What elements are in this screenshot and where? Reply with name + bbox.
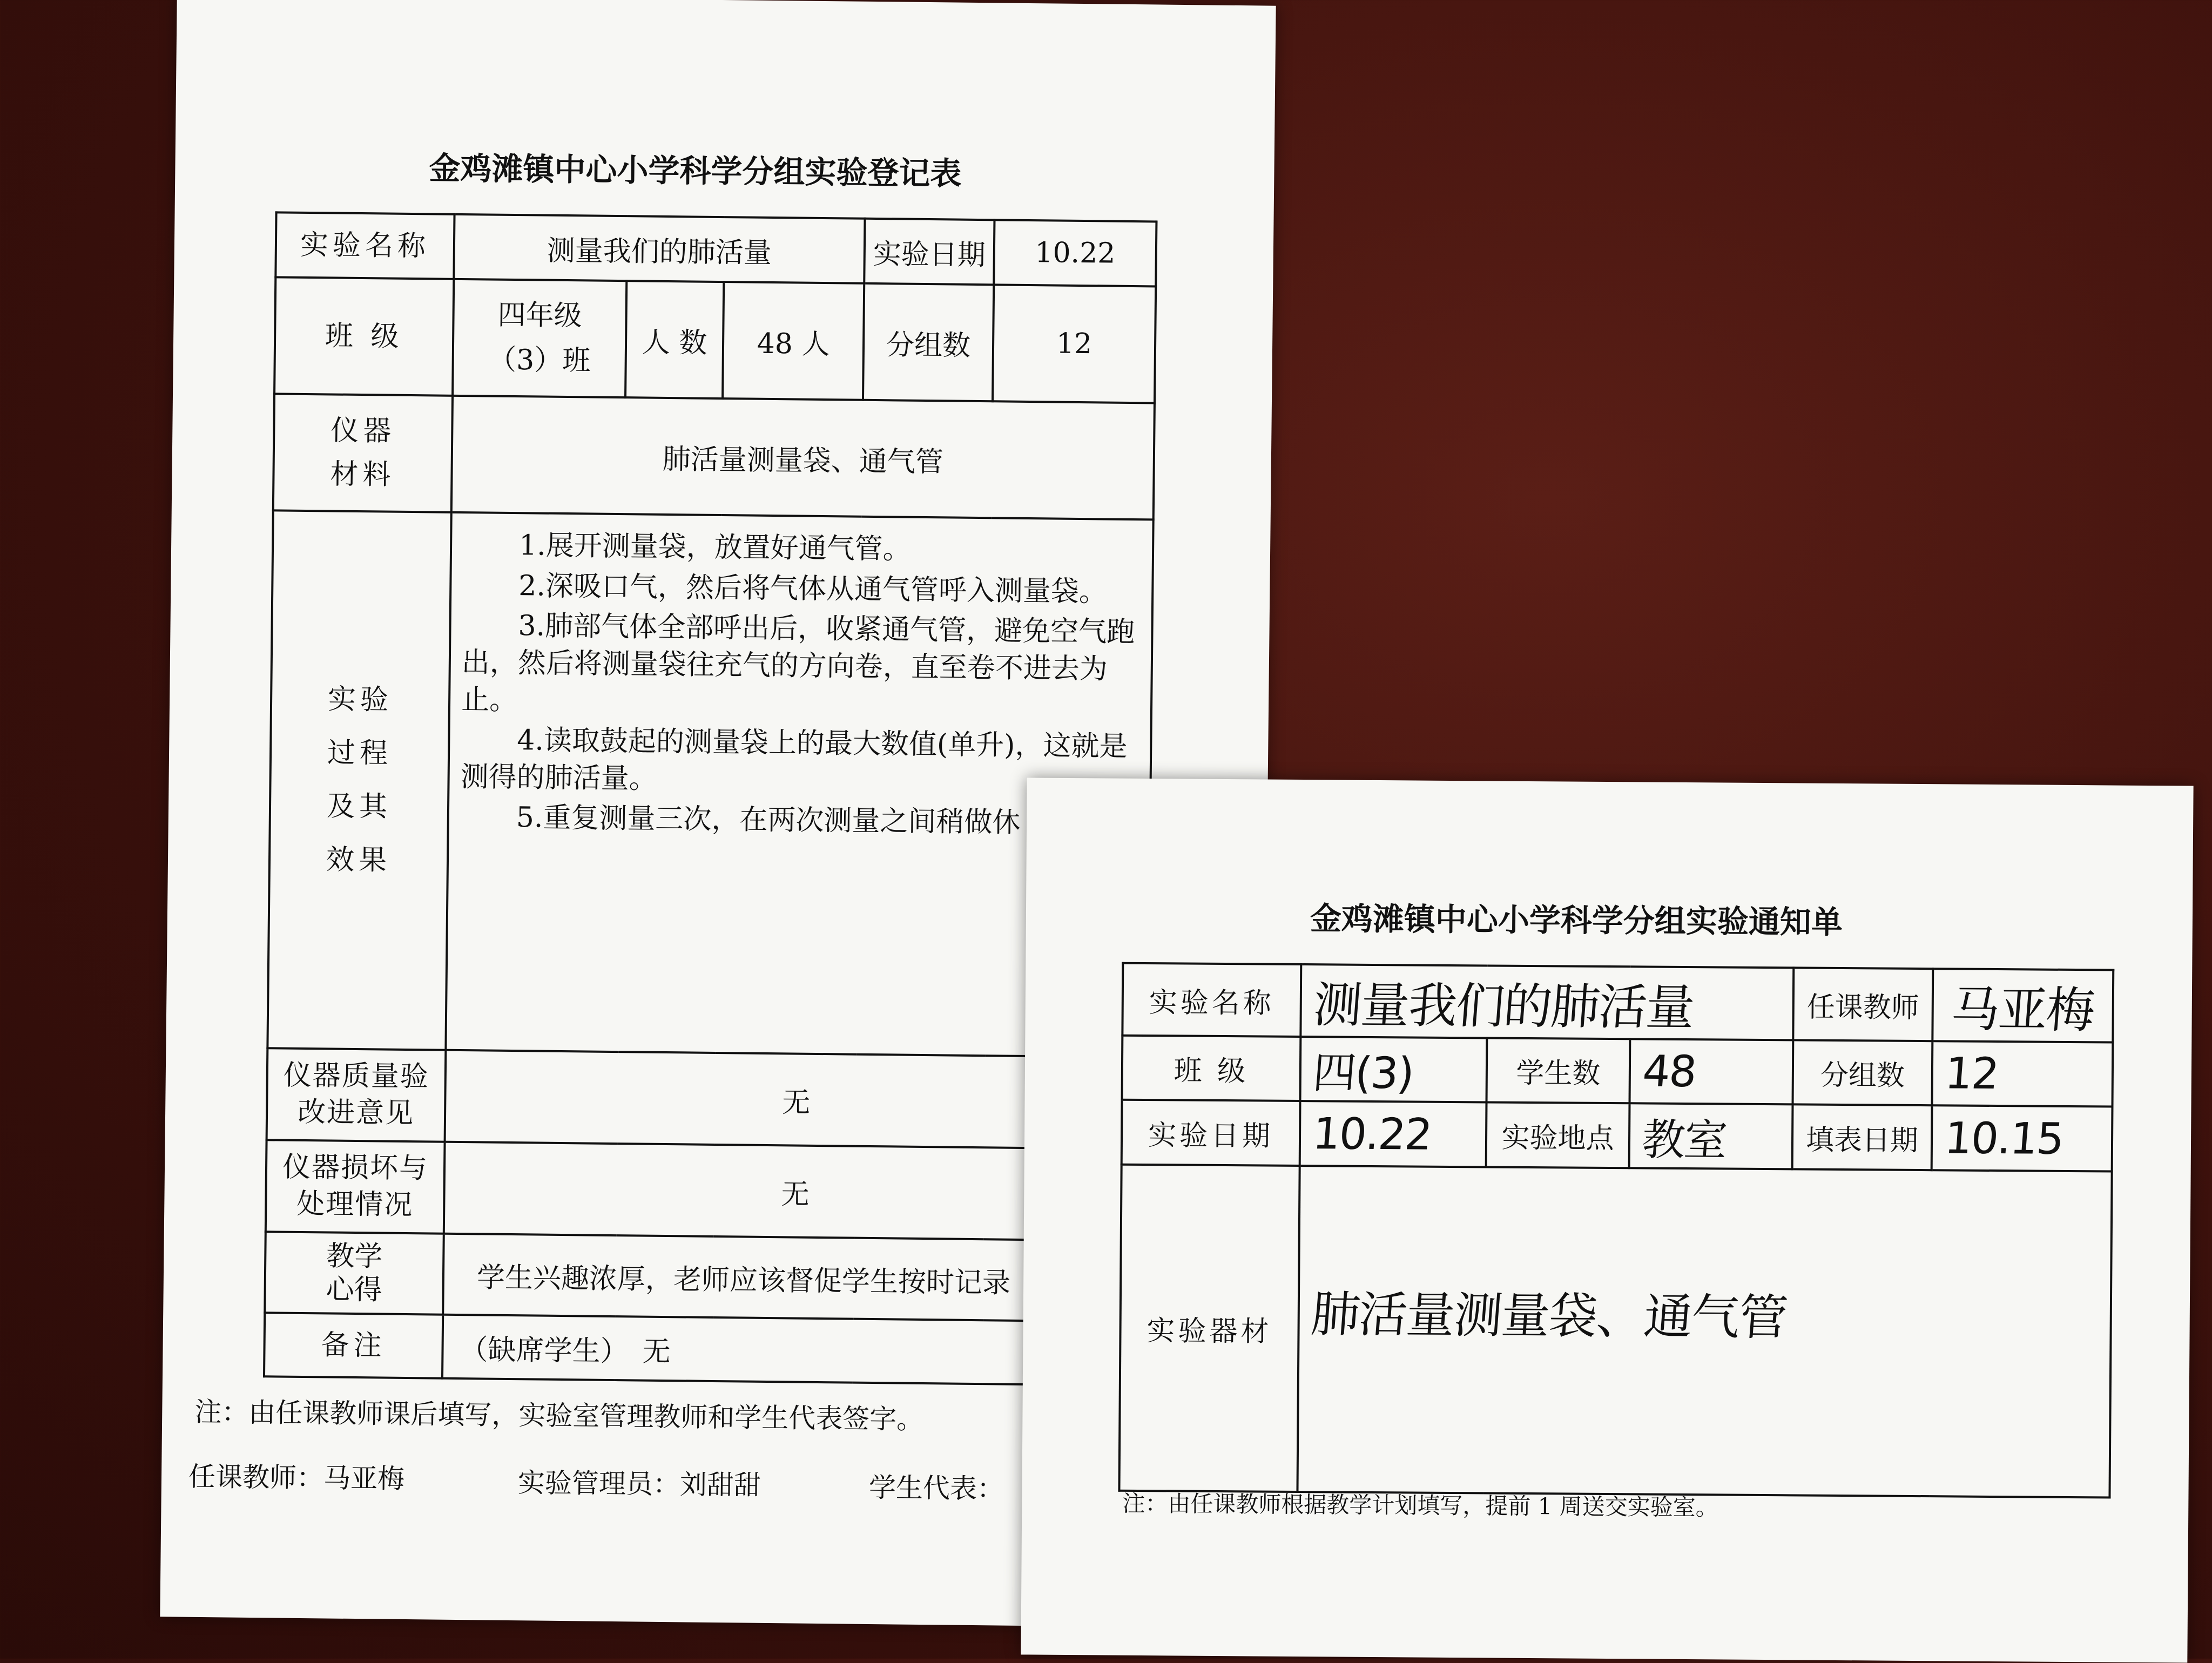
lab-admin-signature: 实验管理员：刘甜甜 (517, 1467, 761, 1501)
notice-students-label: 学生数 (1487, 1038, 1630, 1103)
table-row (267, 510, 1153, 1057)
process-label-line4: 效果 (326, 843, 392, 877)
class-value-line2: （3）班 (488, 343, 591, 377)
table-row (1122, 1036, 2113, 1107)
notice-note: 注：由任课教师根据教学计划填写，提前 1 周送交实验室。 (1122, 1490, 1718, 1521)
table-row (265, 1232, 1145, 1322)
notice-equipment-label: 实验器材 (1119, 1165, 1299, 1492)
notice-equipment-value-cell (1297, 1166, 2112, 1497)
notice-place-label: 实验地点 (1486, 1102, 1630, 1168)
student-rep-signature: 学生代表： (868, 1471, 1004, 1505)
class-value-line1: 四年级 (497, 299, 582, 333)
class-label: 班 级 (274, 277, 454, 395)
notice-date-value: 10.22 (1311, 1108, 1433, 1160)
teaching-label-line2: 心得 (326, 1273, 382, 1307)
notice-name-value: 测量我们的肺活量 (1311, 977, 1696, 1037)
damage-label (266, 1140, 445, 1233)
notice-fill-date-value-cell (1932, 1105, 2113, 1171)
teaching-label-line1: 教学 (326, 1240, 383, 1273)
notice-date-value-cell (1300, 1101, 1487, 1167)
materials-value: 肺活量测量袋、通气管 (451, 396, 1155, 520)
damage-label-line2: 处理情况 (296, 1187, 414, 1222)
registration-table (263, 211, 1158, 1387)
quality-value: 无 (445, 1050, 1148, 1150)
notice-groups-label: 分组数 (1793, 1040, 1933, 1105)
table-row (1122, 1100, 2113, 1172)
process-step: 2.深吸口气，然后将气体从通气管呼入测量袋。 (518, 569, 1108, 609)
teacher-signature: 任课教师：马亚梅 (188, 1461, 405, 1495)
table-row (273, 394, 1155, 519)
quality-label-line1: 仪器质量验 (283, 1059, 430, 1093)
materials-label (273, 394, 453, 512)
notice-class-value: 四(3) (1311, 1047, 1415, 1099)
process-label-line1: 实验 (327, 683, 393, 717)
table-row (274, 277, 1156, 403)
materials-label-line2: 材料 (330, 458, 395, 491)
notice-table (1118, 962, 2114, 1499)
process-label-line2: 过程 (327, 736, 393, 770)
experiment-name-label: 实验名称 (275, 212, 454, 279)
notice-name-value-cell (1300, 964, 1793, 1040)
groups-value: 12 (993, 285, 1156, 403)
table-row (264, 1313, 1145, 1385)
notice-teacher-value: 马亚梅 (1949, 981, 2096, 1039)
people-value: 48 人 (723, 282, 864, 400)
notice-groups-value-cell (1932, 1041, 2113, 1106)
quality-label (267, 1048, 446, 1141)
registration-note: 注：由任课教师课后填写，实验室管理教师和学生代表签字。 (194, 1396, 924, 1436)
damage-label-line1: 仪器损坏与 (282, 1151, 429, 1185)
people-label: 人 数 (625, 281, 724, 398)
table-row (266, 1140, 1147, 1241)
notice-place-value: 教室 (1640, 1114, 1729, 1166)
notice-fill-date-value: 10.15 (1943, 1112, 2065, 1164)
remarks-label: 备注 (264, 1313, 443, 1378)
damage-value: 无 (444, 1142, 1147, 1241)
notice-form-sheet (1021, 778, 2193, 1662)
teaching-label (265, 1232, 444, 1314)
teaching-value: 学生兴趣浓厚，老师应该督促学生按时记录 (443, 1234, 1146, 1322)
process-label-line3: 及其 (326, 790, 392, 823)
process-step: 5.重复测量三次，在两次测量之间稍做休 (516, 801, 1021, 840)
notice-students-value-cell (1630, 1039, 1793, 1104)
quality-label-line2: 改进意见 (297, 1096, 415, 1130)
materials-label-line1: 仪器 (331, 414, 396, 448)
process-step: 4.读取鼓起的测量袋上的最大数值(单升)，这就是测得的肺活量。 (460, 724, 1128, 795)
notice-students-value: 48 (1641, 1046, 1698, 1097)
table-row (275, 212, 1156, 286)
notice-form-title: 金鸡滩镇中心小学科学分组实验通知单 (1310, 900, 1843, 941)
class-value (453, 279, 626, 397)
table-row (1119, 1165, 2112, 1498)
experiment-date-label: 实验日期 (864, 219, 994, 285)
notice-equipment-value: 肺活量测量袋、通气管 (1309, 1286, 1789, 1347)
notice-name-label: 实验名称 (1122, 963, 1301, 1037)
table-row (267, 1048, 1148, 1149)
process-step: 1.展开测量袋，放置好通气管。 (518, 529, 912, 566)
notice-teacher-label: 任课教师 (1793, 968, 1933, 1041)
process-step: 3.肺部气体全部呼出后，收紧通气管，避免空气跑出，然后将测量袋往充气的方向卷，直至卷不进去为止。 (461, 610, 1135, 716)
notice-groups-value: 12 (1943, 1048, 2000, 1099)
groups-label: 分组数 (863, 283, 994, 402)
registration-form-title: 金鸡滩镇中心小学科学分组实验登记表 (429, 150, 962, 192)
notice-class-label: 班 级 (1122, 1036, 1301, 1101)
notice-class-value-cell (1300, 1037, 1487, 1102)
remarks-value: （缺席学生） 无 (442, 1315, 1145, 1386)
notice-fill-date-label: 填表日期 (1792, 1104, 1932, 1170)
table-row (1122, 963, 2113, 1043)
experiment-name-value: 测量我们的肺活量 (454, 214, 865, 283)
notice-teacher-value-cell (1932, 969, 2113, 1042)
notice-place-value-cell (1629, 1103, 1793, 1169)
process-label (267, 510, 451, 1050)
experiment-date-value: 10.22 (994, 220, 1156, 286)
notice-date-label: 实验日期 (1122, 1100, 1300, 1166)
